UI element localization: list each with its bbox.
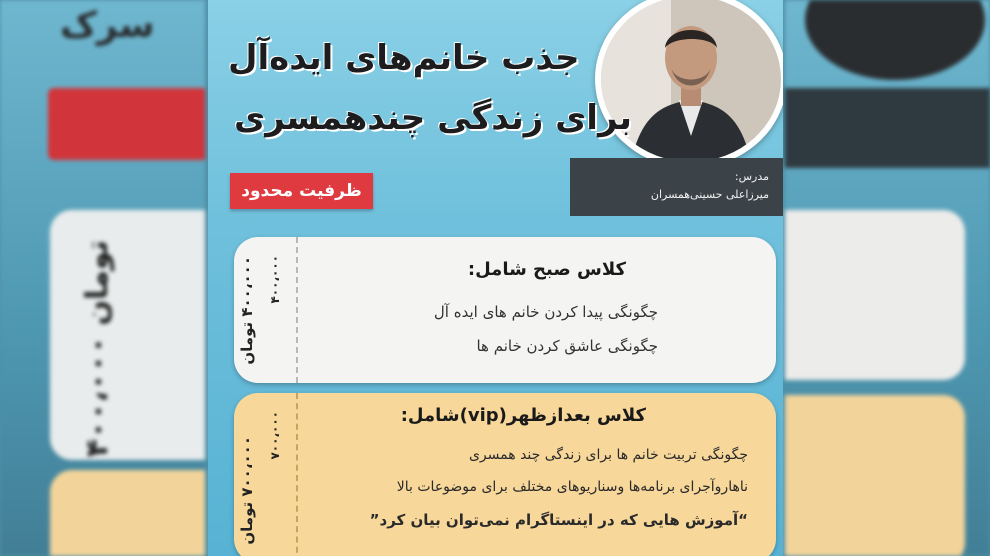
morning-item-1: چگونگی پیدا کردن خانم های ایده آل	[433, 303, 658, 321]
blurred-photo	[805, 0, 985, 80]
teacher-name: میرزاعلی حسینی‌همسران	[650, 188, 769, 201]
morning-item-2: چگونگی عاشق کردن خانم ها	[476, 337, 658, 355]
morning-price-number: ۴۰۰،۰۰۰	[268, 255, 282, 304]
morning-price: ۴۰۰،۰۰۰ تومان	[238, 256, 256, 365]
morning-class-heading: کلاس صبح شامل:	[467, 259, 626, 280]
blurred-left-background	[0, 0, 205, 556]
afternoon-class-card	[234, 393, 776, 556]
afternoon-item-1: چگونگی تربیت خانم ها برای زندگی چند همسری	[468, 447, 748, 463]
morning-price-strip	[234, 237, 298, 383]
blurred-title-fragment: سرک	[60, 5, 155, 46]
afternoon-item-2: ناهاروآجرای برنامه‌ها وسناریوهای مختلف برای موضوعات بالا	[396, 479, 748, 495]
course-title-line-2: برای زندگی چندهمسری	[234, 98, 632, 138]
teacher-photo	[595, 0, 783, 168]
blurred-card-2	[785, 395, 965, 556]
limited-capacity-badge: ظرفیت محدود	[230, 173, 373, 209]
blurred-card-2	[50, 470, 205, 556]
blurred-teacher-box	[785, 88, 990, 168]
morning-class-card	[234, 237, 776, 383]
course-poster	[208, 0, 783, 556]
blurred-card	[50, 210, 205, 460]
blurred-right-background	[785, 0, 990, 556]
afternoon-class-heading: کلاس بعدازظهر(vip)شامل:	[400, 405, 646, 426]
afternoon-price-strip	[234, 393, 298, 556]
teacher-label: مدرس:	[734, 170, 769, 183]
course-title-line-1: جذب خانم‌های ایده‌آل	[228, 38, 580, 78]
afternoon-price-number: ۷۰۰،۰۰۰	[268, 411, 282, 460]
teacher-info-box	[570, 158, 783, 216]
blurred-card	[785, 210, 965, 380]
afternoon-price: ۷۰۰،۰۰۰ تومان	[238, 436, 256, 545]
afternoon-item-3: “آموزش هایی که در اینستاگرام نمی‌توان بیان کرد”	[369, 511, 748, 529]
blurred-red-tag	[48, 88, 205, 160]
blurred-price: ۴۰۰،۰۰۰ تومان	[80, 240, 115, 458]
